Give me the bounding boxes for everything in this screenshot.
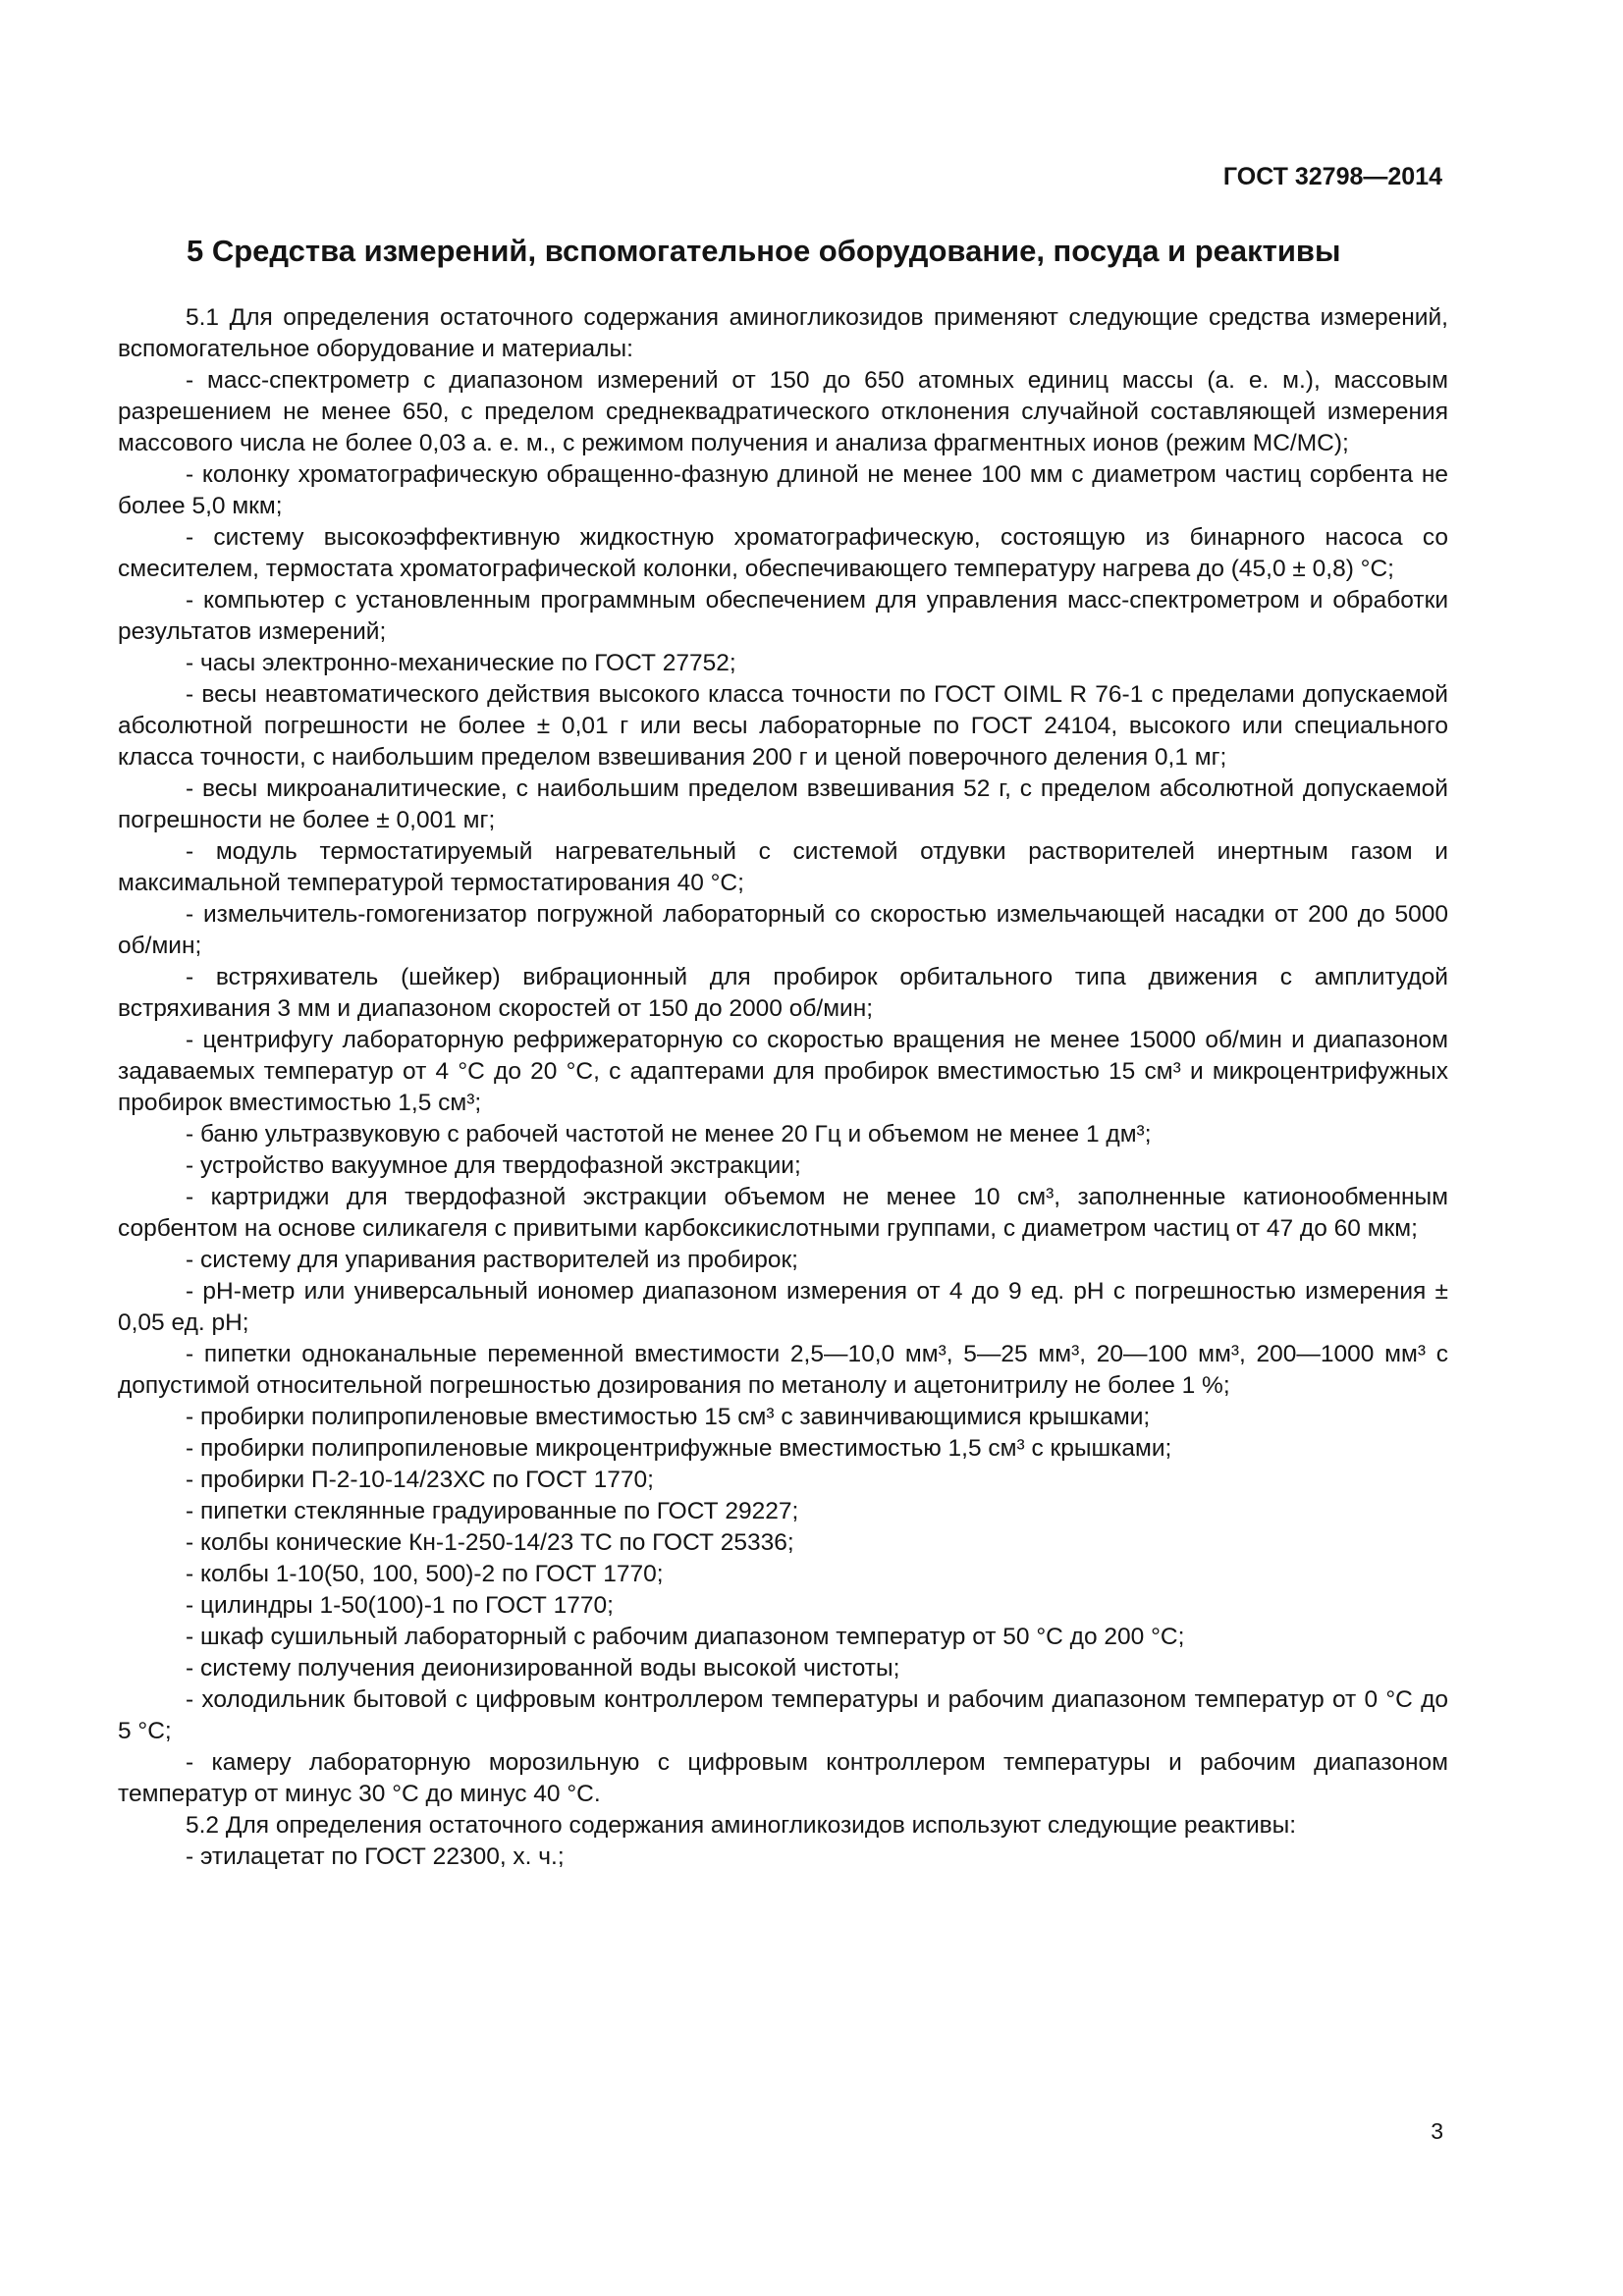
list-item: - баню ультразвуковую с рабочей частотой не менее 20 Гц и объемом не менее 1 дм³; xyxy=(186,1121,1152,1148)
list-item: - систему получения деионизированной воды высокой чистоты; xyxy=(186,1655,900,1682)
list-item: - масс-спектрометр с диапазоном измерений от 150 до 650 атомных единиц массы (а. е. м.), массовым разрешением не менее 650, с пределом среднеквадратического отклонения случайной составляющей измерения массового числа не более 0,03 а. е. м., с режимом получения и анализа фрагментных ионов (режим МС/МС); xyxy=(118,367,1448,456)
list-item: - картриджи для твердофазной экстракции объемом не менее 10 см³, заполненные катионообменным сорбентом на основе силикагеля с привитыми карбоксикислотными группами, с диаметром частиц от 47 до 60 мкм; xyxy=(118,1184,1448,1242)
list-item: - весы неавтоматического действия высокого класса точности по ГОСТ OIML R 76-1 с пределами допускаемой абсолютной погрешности не более ± 0,01 г или весы лабораторные по ГОСТ 24104, высокого или специального класса точности, с наибольшим пределом взвешивания 200 г и ценой поверочного деления 0,1 мг; xyxy=(118,681,1448,771)
list-item: - встряхиватель (шейкер) вибрационный для пробирок орбитального типа движения с амплитудой встряхивания 3 мм и диапазоном скоростей от 150 до 2000 об/мин; xyxy=(118,964,1448,1022)
paragraph: 5.1 Для определения остаточного содержания аминогликозидов применяют следующие средства измерений, вспомогательное оборудование и материалы: xyxy=(118,304,1448,362)
page-number: 3 xyxy=(1431,2118,1443,2144)
document-body xyxy=(118,302,1448,1873)
list-item: - систему для упаривания растворителей из пробирок; xyxy=(186,1247,798,1273)
list-item: - цилиндры 1-50(100)-1 по ГОСТ 1770; xyxy=(186,1592,614,1619)
list-item: - компьютер с установленным программным обеспечением для управления масс-спектрометром и обработки результатов измерений; xyxy=(118,587,1448,645)
list-item: - систему высокоэффективную жидкостную хроматографическую, состоящую из бинарного насоса со смесителем, термостата хроматографической колонки, обеспечивающего температуру нагрева до (45,0 ± 0,8) °С; xyxy=(118,524,1448,582)
section-title: 5 Средства измерений, вспомогательное оборудование, посуда и реактивы xyxy=(187,234,1341,268)
list-item: - пробирки П-2-10-14/23ХС по ГОСТ 1770; xyxy=(186,1467,654,1493)
list-item: - пробирки полипропиленовые вместимостью 15 см³ с завинчивающимися крышками; xyxy=(186,1404,1151,1430)
list-item: - pH-метр или универсальный иономер диапазоном измерения от 4 до 9 ед. pH с погрешностью измерения ± 0,05 ед. pH; xyxy=(118,1278,1448,1336)
list-item: - пипетки одноканальные переменной вместимости 2,5—10,0 мм³, 5—25 мм³, 20—100 мм³, 200—1000 мм³ с допустимой относительной погрешностью дозирования по метанолу и ацетонитрилу не более 1 %; xyxy=(118,1341,1448,1399)
document-header: ГОСТ 32798—2014 xyxy=(1222,163,1442,190)
list-item: - пипетки стеклянные градуированные по ГОСТ 29227; xyxy=(186,1498,799,1524)
list-item: - камеру лабораторную морозильную с цифровым контроллером температуры и рабочим диапазоном температур от минус 30 °С до минус 40 °С. xyxy=(118,1749,1448,1807)
list-item: - колбы конические Кн-1-250-14/23 ТС по ГОСТ 25336; xyxy=(186,1529,794,1556)
list-item: - колонку хроматографическую обращенно-фазную длиной не менее 100 мм с диаметром частиц сорбента не более 5,0 мкм; xyxy=(118,461,1448,519)
list-item: - пробирки полипропиленовые микроцентрифужные вместимостью 1,5 см³ с крышками; xyxy=(186,1435,1172,1462)
list-item: - модуль термостатируемый нагревательный с системой отдувки растворителей инертным газом и максимальной температурой термостатирования 40 °С; xyxy=(118,838,1448,896)
list-item: - центрифугу лабораторную рефрижераторную со скоростью вращения не менее 15000 об/мин и диапазоном задаваемых температур от 4 °С до 20 °С, с адаптерами для пробирок вместимостью 15 см³ и микроцентрифужных пробирок вместимостью 1,5 см³; xyxy=(118,1027,1448,1116)
list-item: - устройство вакуумное для твердофазной экстракции; xyxy=(186,1152,801,1179)
list-item: - колбы 1-10(50, 100, 500)-2 по ГОСТ 1770; xyxy=(186,1561,664,1587)
list-item: - часы электронно-механические по ГОСТ 27752; xyxy=(186,650,736,676)
list-item: - этилацетат по ГОСТ 22300, х. ч.; xyxy=(186,1843,565,1870)
paragraph: 5.2 Для определения остаточного содержания аминогликозидов используют следующие реактивы: xyxy=(186,1812,1297,1839)
list-item: - шкаф сушильный лабораторный с рабочим диапазоном температур от 50 °С до 200 °С; xyxy=(186,1624,1185,1650)
list-item: - холодильник бытовой с цифровым контроллером температуры и рабочим диапазоном температур от 0 °С до 5 °С; xyxy=(118,1686,1448,1744)
list-item: - измельчитель-гомогенизатор погружной лабораторный со скоростью измельчающей насадки от 200 до 5000 об/мин; xyxy=(118,901,1448,959)
list-item: - весы микроаналитические, с наибольшим пределом взвешивания 52 г, с пределом абсолютной допускаемой погрешности не более ± 0,001 мг; xyxy=(118,775,1448,833)
